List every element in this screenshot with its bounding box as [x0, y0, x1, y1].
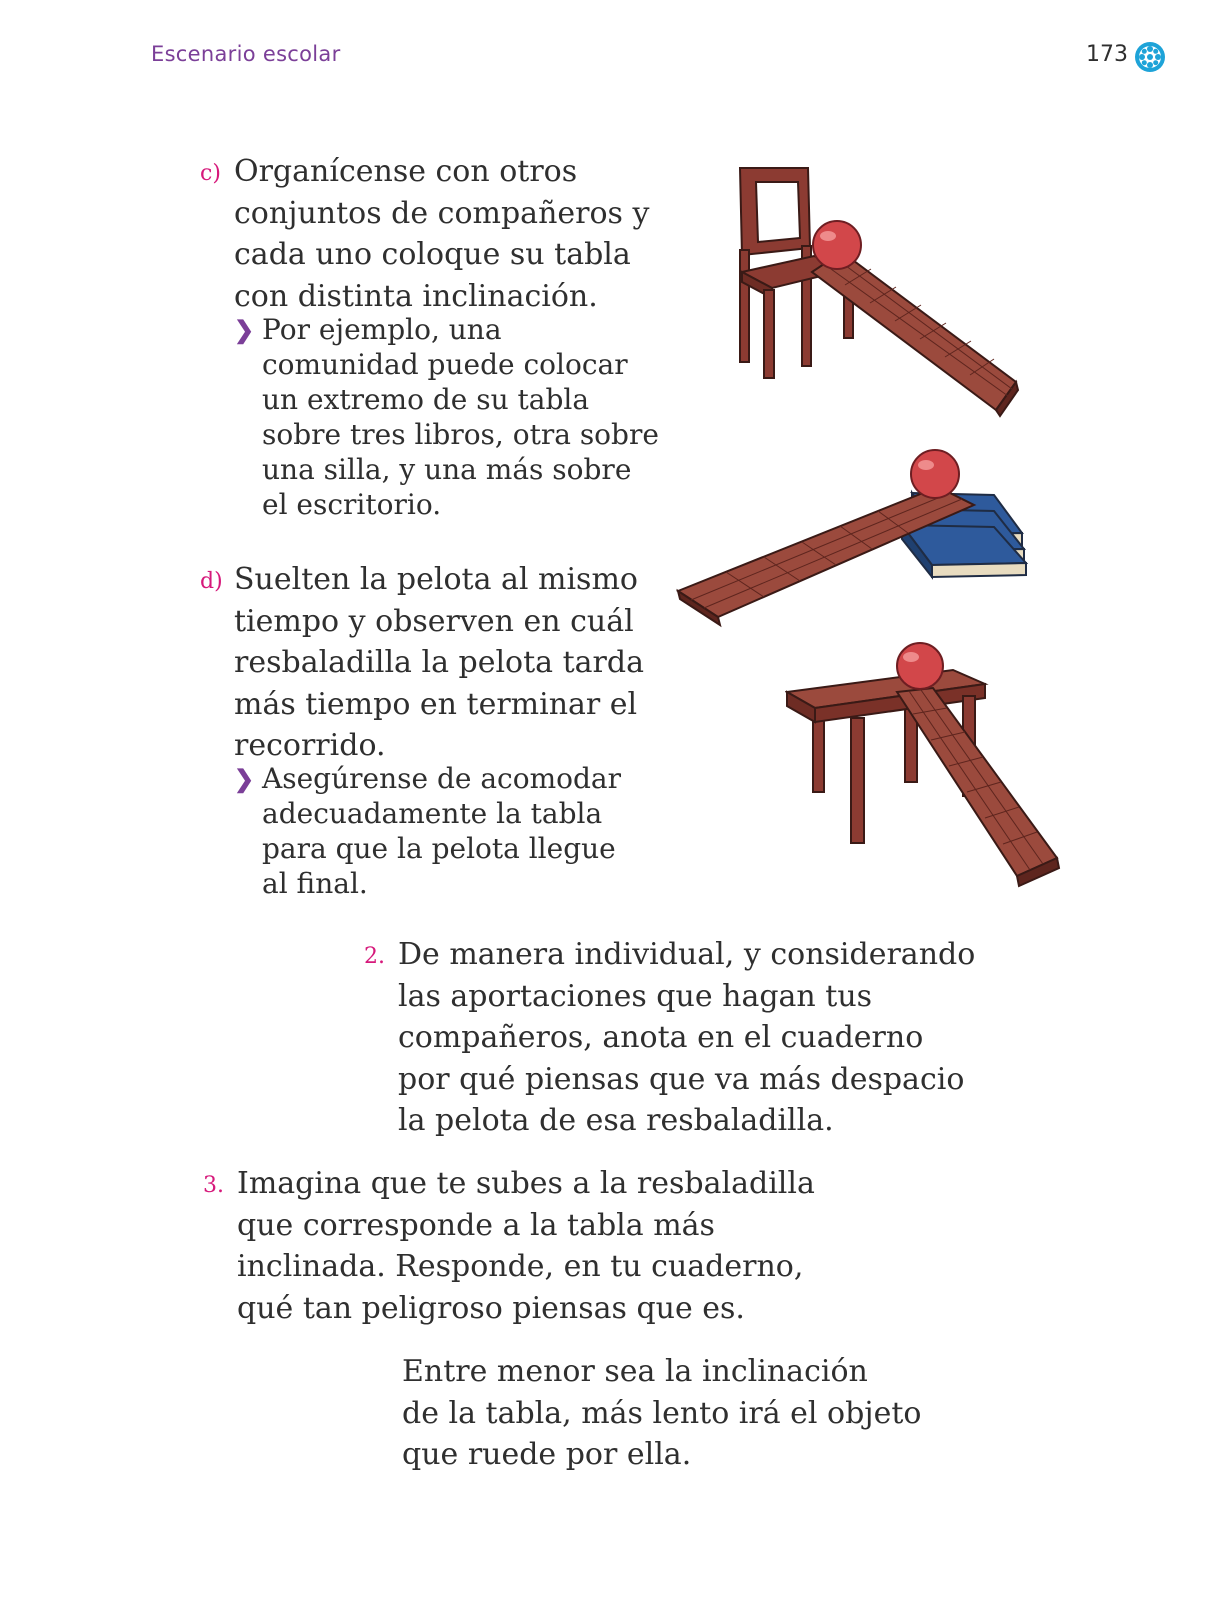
item-text: De manera individual, y considerando las aportaciones que hagan tus compañeros, anota en el cuaderno por qué piensas que va más despacio la pelota de esa resbaladilla. [398, 937, 976, 1138]
note-text: Entre menor sea la inclinación de la tabla, más lento irá el objeto que ruede por ella. [402, 1354, 922, 1472]
note [402, 1351, 921, 1476]
page-number: 173 [1086, 42, 1128, 67]
item-3 [203, 1163, 815, 1329]
arrow-bullet-icon: ❯ [234, 764, 255, 793]
books-ramp-illustration [676, 445, 1036, 635]
item-text: Suelten la pelota al mismo tiempo y observen en cuál resbaladilla la pelota tarda más tiempo en terminar el recorrido. [234, 562, 644, 763]
item-c [200, 151, 650, 317]
item-2 [364, 934, 976, 1142]
flower-badge-icon [1133, 40, 1167, 74]
item-d [200, 559, 644, 767]
bullet-text: Asegúrense de acomodar adecuadamente la tabla para que la pelota llegue al final. [262, 762, 621, 900]
item-text: Organícense con otros conjuntos de compañeros y cada uno coloque su tabla con distinta inclinación. [234, 154, 650, 314]
item-marker: 2. [364, 944, 385, 969]
bullet-d [234, 761, 621, 901]
arrow-bullet-icon: ❯ [234, 315, 255, 344]
bullet-c [234, 312, 659, 522]
chair-ramp-illustration [720, 160, 1030, 420]
desk-ramp-illustration [785, 640, 1070, 895]
item-marker: d) [200, 569, 223, 594]
item-text: Imagina que te subes a la resbaladilla que corresponde a la tabla más inclinada. Responde, en tu cuaderno, qué tan peligroso piensas que es. [237, 1166, 815, 1326]
item-marker: 3. [203, 1173, 224, 1198]
item-marker: c) [200, 161, 221, 186]
section-title: Escenario escolar [151, 42, 341, 66]
bullet-text: Por ejemplo, una comunidad puede colocar un extremo de su tabla sobre tres libros, otra sobre una silla, y una más sobre el escritorio. [262, 313, 659, 521]
